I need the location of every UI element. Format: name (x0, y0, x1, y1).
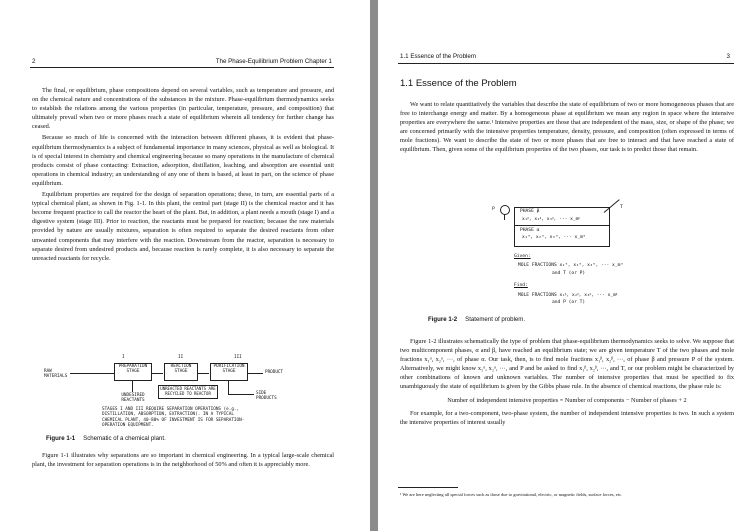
paragraph: The final, or equilibrium, phase compositions depend on several variables, such as temperature and pressure, and on the chemical nature and concentrations of the substances in the mixture. Phase-equilibrium thermodynamics seeks to establish the relations among the various properties (in particular, temperature, pressure, and composition) that ultimately prevail when two or more phases reach a state of equilibrium wherein all tendency for further change has ceased. (32, 87, 334, 131)
header-rule-right (398, 63, 734, 64)
find-p-or-t: and P (or T) (552, 300, 586, 305)
paragraph: Figure 1-2 illustrates schematically the type of problem that phase-equilibrium thermodynamics seeks to solve. We suppose that two multicomponent phases, α and β, have reached an equilibrium state; we are given temperature T of the two phases and mole fractions x₁ᵅ, x₂ᵅ, ···, of phase α. Our task, then, is to find mole fractions x₁ᵝ, x₂ᵝ, ···, of phase β and pressure P of the system. Alternatively, we might know x₁ᵅ, x₂ᵅ, ···, and P and be asked to find x₁ᵝ, x₂ᵝ, ···, and T, or our problem might be characterized by other combinations of known and unknown variables. The number of intensive properties that must be specified to fix unambiguously the state of equilibrium is given by the Gibbs phase rule. In the absence of chemical reactions, the phase rule is: (400, 338, 734, 391)
flow-line (70, 373, 114, 374)
page-number-right: 3 (726, 53, 730, 60)
phase-beta-label: PHASE β (520, 209, 540, 214)
undesired-reactants-label: UNDESIRED REACTANTS (121, 393, 145, 403)
diagram-note: STAGES I AND III REQUIRE SEPARATION OPERATIONS (e.g., DISTILLATION, ABSORPTION, EXTRACTION). IN A TYPICAL CHEMICAL PLANT, 40-80% OF INVESTMENT IS FOR SEPARATION-OPERATION EQUIPMENT. (102, 407, 245, 429)
stage-label: III (234, 355, 242, 360)
gauge-stem (504, 214, 505, 220)
phase-interface (514, 225, 609, 226)
phase-problem-find (514, 283, 714, 313)
phase-alpha-vars: x₁ᵅ, x₂ᵅ, x₃ᵅ, ··· x_mᵅ (522, 235, 586, 240)
paragraph: For example, for a two-component, two-phase system, the number of independent intensive properties is two. In such a system the intensive properties of interest usually (400, 409, 734, 426)
caption-number: Figure 1-2 (428, 316, 458, 323)
right-body-text-2 (400, 337, 734, 429)
caption-number: Figure 1-1 (46, 435, 76, 442)
footnote-rule (398, 487, 458, 488)
caption-text: Schematic of a chemical plant. (83, 435, 166, 442)
reaction-stage-box: REACTION STAGE (164, 363, 198, 381)
phase-problem-diagram (478, 203, 718, 283)
product-label: PRODUCT (265, 370, 284, 375)
recycle-box: UNREACTED REACTANTS ARE RECYCLED TO REACTOR (158, 385, 218, 399)
paragraph: Equilibrium properties are required for the design of separation operations; these, in turn, are essential parts of a typical chemical plant, as shown in Fig. 1-1. In this plant, the central part (stage II) is the chemical reactor and it has become frequent practice to call the reactor the heart of the plant. But, in addition, a plant needs a mouth (stage I) and a digestive system (stage III). Prior to reaction, the reactants must be prepared for reaction; because the raw materials provided by nature are usually mixtures, separation is often required to separate the desired reactants from other unwanted components that may interfere with the reaction. Downstream from the reactor, separation is necessary to separate desired from undesired products and, because reaction is rarely complete, it is also necessary to separate the unreacted reactants for recycle. (32, 191, 334, 262)
section-title: 1.1 Essence of the Problem (400, 78, 517, 89)
figure-1-2-caption (428, 316, 525, 323)
page-number-left: 2 (32, 58, 36, 65)
given-t-or-p: and T (or P) (552, 271, 586, 276)
paragraph: We want to relate quantitatively the variables that describe the state of equilibrium of two or more homogeneous phases that are free to interchange energy and matter. By a homogeneous phase at equilibrium we mean any region in space where the intensive properties are everywhere the same.¹ Intensive properties are those that are independent of the mass, size, or shape of the phase; we are concerned primarily with the intensive properties temperature, density, pressure, and composition (often expressed in terms of mole fractions). We want to describe the state of two or more phases that are free to interact and that have reached a state of equilibrium. Then, given some of the equilibrium properties of the two phases, our task is to predict those that remain. (400, 101, 734, 154)
purification-stage-box: PURIFICATION STAGE (210, 363, 248, 381)
flow-line (132, 380, 133, 392)
find-label: Find: (514, 283, 528, 288)
raw-materials-label: RAW MATERIALS (44, 369, 68, 379)
paragraph: Because so much of life is concerned with the interaction between different phases, it is evident that phase-equilibrium thermodynamics is a subject of fundamental importance in many sciences, physical as well as biological. It is of special interest in chemistry and chemical engineering because so many operations in the manufacture of chemical products consist of phase contacting: Extraction, adsorption, distillation, leaching, and absorption are essential unit operations in chemical industry; an understanding of any one of them is based, at least in part, on the science of phase equilibrium. (32, 134, 334, 187)
flow-line (228, 380, 229, 394)
flow-line (151, 373, 163, 374)
given-mole-fractions: MOLE FRACTIONS x₁ᵅ, x₂ᵅ, x₃ᵅ, ··· x_mᵅ (518, 263, 624, 268)
paragraph: Figure 1-1 illustrates why separations are so important in chemical engineering. In a typical large-scale chemical plant, the investment for separation operations is in the neighborhood of 50% and often it is appreciably more. (32, 452, 334, 469)
phase-beta-vars: x₁ᵝ, x₂ᵝ, x₃ᵝ, ··· x_mᵝ (522, 217, 580, 222)
stage-label: I (122, 355, 125, 360)
pressure-label: P (492, 207, 495, 212)
chemical-plant-diagram (44, 355, 334, 445)
find-mole-fractions: MOLE FRACTIONS x₁ᵝ, x₂ᵝ, x₃ᵝ, ··· x_mᵝ (518, 293, 618, 298)
header-rule-left (30, 67, 334, 68)
stage-label: II (178, 355, 184, 360)
caption-text: Statement of problem. (465, 316, 526, 323)
phase-rule-equation: Number of independent intensive properties = Number of components − Number of phases + 2 (447, 396, 687, 404)
running-head-right: 1.1 Essence of the Problem (400, 53, 477, 60)
right-body-text-1 (400, 100, 734, 157)
flow-line (228, 394, 254, 395)
page-gutter (370, 0, 378, 531)
figure-1-1-caption (46, 435, 166, 442)
running-head-left: The Phase-Equilibrium Problem Chapter 1 (215, 58, 332, 65)
right-page (378, 0, 752, 531)
left-body-text (32, 86, 334, 265)
left-page (0, 0, 370, 531)
pressure-gauge-icon (500, 205, 510, 215)
preparation-stage-box: PREPARATION STAGE (114, 363, 152, 381)
temperature-label: T (620, 205, 623, 210)
side-products-label: SIDE PRODUCTS (256, 391, 277, 401)
given-label: Given: (514, 254, 531, 259)
phase-alpha-label: PHASE α (520, 228, 540, 233)
footnote: ¹ We are here neglecting all special forces such as those due to gravitational, electric, or magnetic fields, surface forces, etc. (400, 492, 623, 497)
flow-line (197, 373, 209, 374)
left-after-figure-text (32, 451, 334, 471)
flow-line (247, 373, 263, 374)
